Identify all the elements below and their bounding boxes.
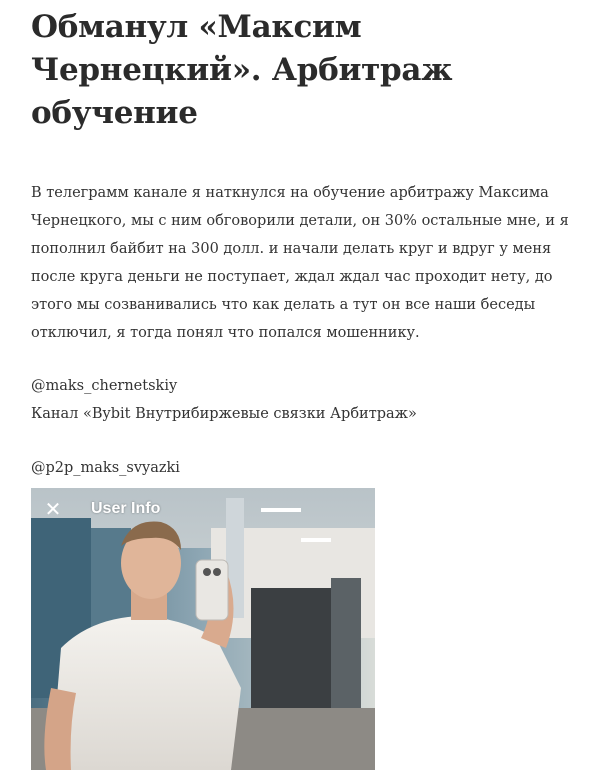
gym-selfie-image [31,488,375,770]
user-info-title: User Info [91,500,161,517]
user-info-bar [31,488,375,530]
telegram-handle-1: @maks_chernetskiy [31,378,178,394]
close-icon[interactable]: ✕ [44,497,62,521]
article [31,0,591,482]
telegram-handle-2: @p2p_maks_svyazki [31,460,180,476]
article-title: Обманул «Максим Чернецкий». Арбитраж обучение [31,9,453,131]
article-body: В телеграмм канале я наткнулся на обучение арбитражу Максима Чернецкого, мы с ним обговорили детали, он 30% остальные мне, и я пополнил байбит на 300 долл. и начали делать круг и вдруг у меня после круга деньги не поступает, ждал ждал час проходит нету, до этого мы созванивались что как делать а тут он все наши беседы отключил, я тогда понял что попался мошеннику. [31,185,569,341]
profile-photo [31,488,375,770]
channel-name: Канал «Bybit Внутрибиржевые связки Арбитраж» [31,406,417,422]
